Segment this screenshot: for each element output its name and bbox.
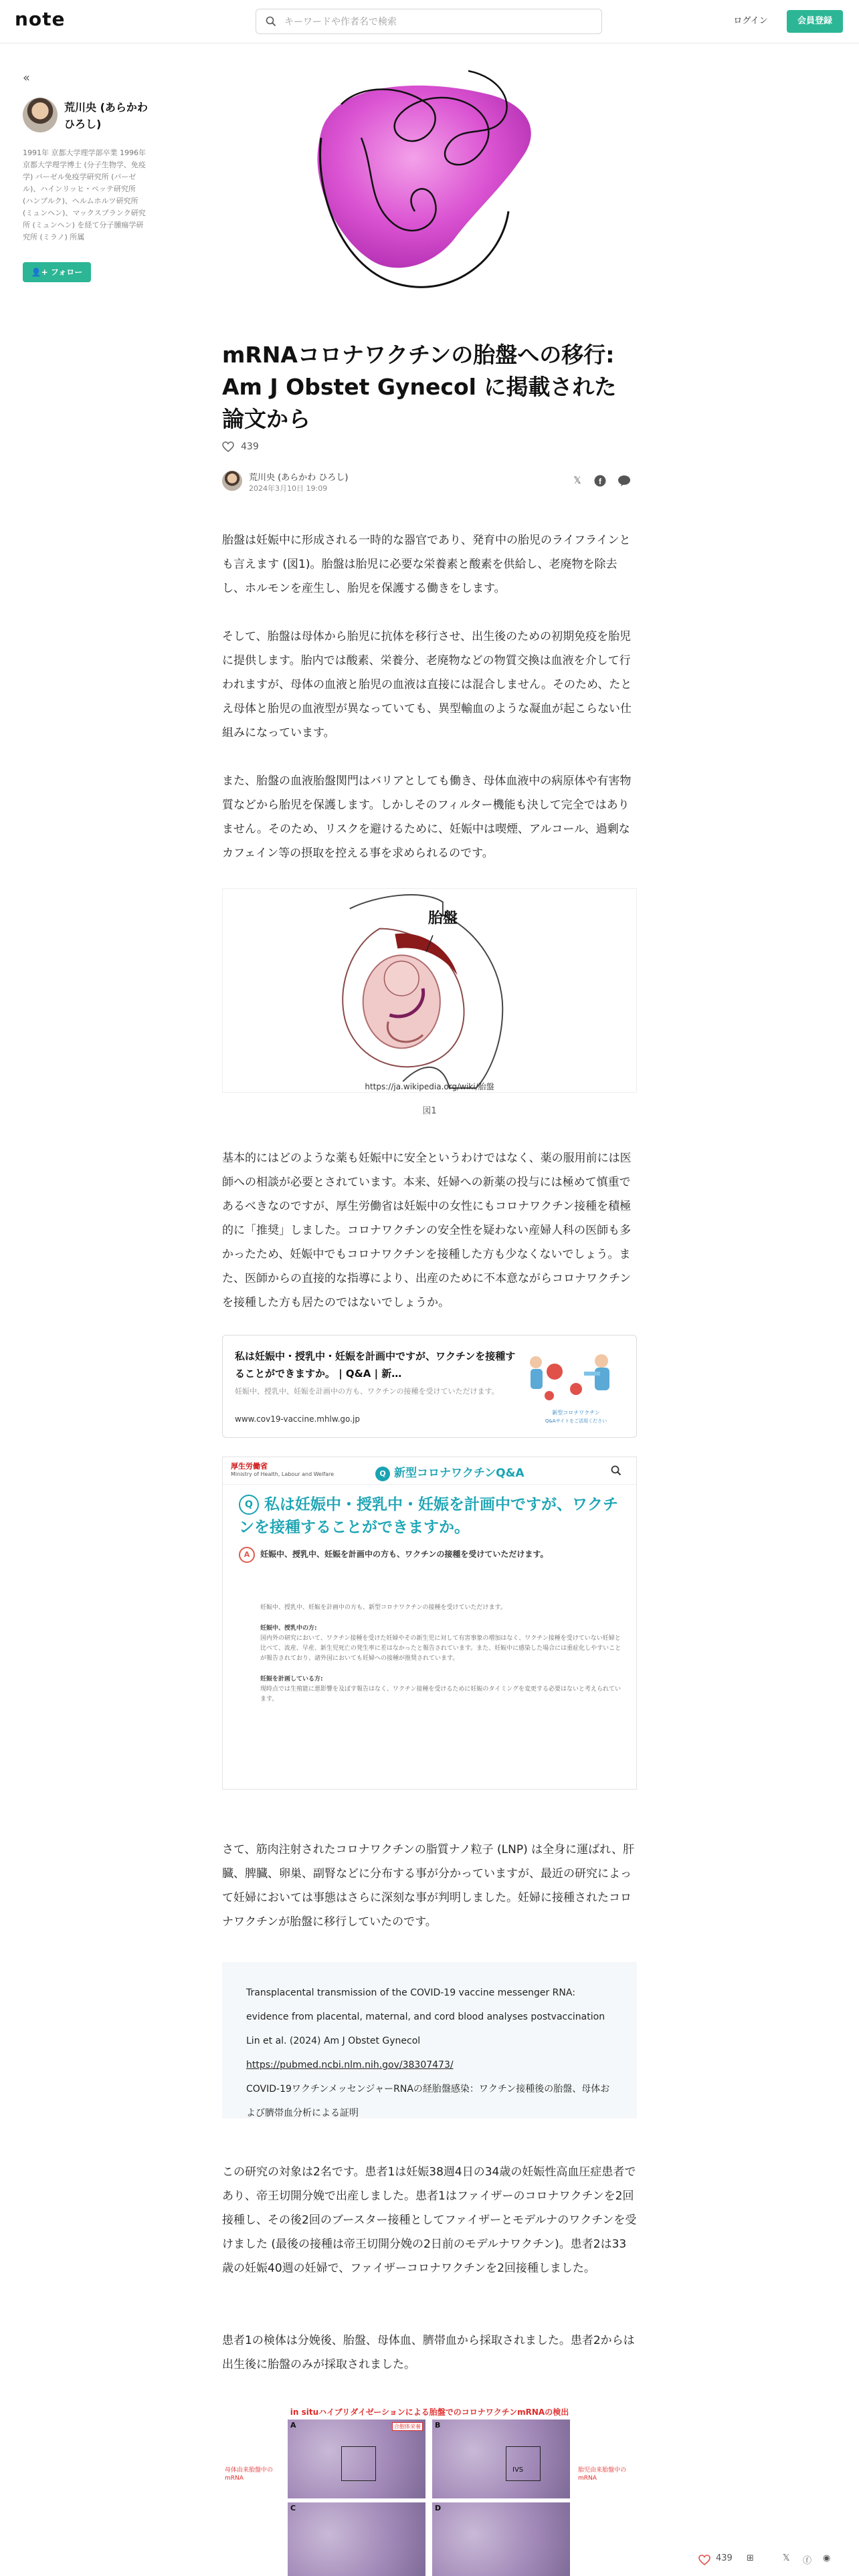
- svg-text:f: f: [599, 477, 601, 486]
- follow-label: フォロー: [50, 267, 83, 277]
- qa-brand-icon: Q: [375, 1467, 390, 1481]
- magazine-add-icon[interactable]: ⊞: [747, 2553, 754, 2563]
- qa-body-text: 妊娠中、授乳中、妊娠を計画中の方も、新型コロナワクチンの接種を受けていただけます。 妊娠中、授乳中の方: 国内外の研究において、ワクチン接種を受けた妊婦やその新生児に対して有害事象の増加はなく、ワクチン接種を受けていない妊婦と比べて、流産、早産、新生児死亡の発生率に差はなかったと報告されています。また、妊娠中に感染した場合には重症化しやすいことが報告されており、諸外国においても妊婦への接種が推奨されています。 妊娠を計画している方: 現時点では生殖能に悪影響を及ぼす報告はなく、ワクチン接種を受けるために妊娠のタイミングを変更する必要はないと考えられています。: [260, 1604, 622, 1703]
- signup-button[interactable]: 会員登録: [787, 10, 843, 33]
- article-title: mRNAコロナワクチンの胎盤への移行: Am J Obstet Gynecol に掲載された論文から: [222, 342, 617, 432]
- qa-search-icon: [611, 1465, 622, 1476]
- paragraph-1: 胎盤は妊娠中に形成される一時的な器官であり、発育中の胎児のライフラインとも言えます (図1)。胎盤は胎児に必要な栄養素と酸素を供給し、老廃物を除去し、ホルモンを産生し、胎児を保護する働きをします。: [222, 534, 631, 595]
- pubmed-link[interactable]: https://pubmed.ncbi.nlm.nih.gov/38307473/: [246, 2060, 454, 2070]
- float-facebook-icon[interactable]: ⓕ: [803, 2556, 812, 2566]
- panel-d: D: [432, 2502, 570, 2576]
- reference-citation: Transplacental transmission of the COVID-19 vaccine messenger RNA: evidence from placental, maternal, and cord blood analyses postvaccination Lin et al. (2024) Am J Obstet Gynecol: [246, 1988, 605, 2046]
- follow-button[interactable]: [23, 262, 91, 282]
- figure-source-url[interactable]: https://ja.wikipedia.org/wiki/胎盤: [365, 1082, 494, 1091]
- figure-caption: 図1: [422, 1106, 437, 1116]
- panel-a: A 合胞体栄養: [288, 2420, 425, 2498]
- meta-author-avatar[interactable]: [222, 471, 242, 491]
- meta-author-name[interactable]: 荒川央 (あらかわ ひろし): [249, 473, 349, 483]
- float-x-icon[interactable]: 𝕏: [783, 2553, 790, 2563]
- hero-illustration: [301, 58, 555, 312]
- reference-translation: COVID-19ワクチンメッセンジャーRNAの経胎盤感染：ワクチン接種後の胎盤、母体および臍帯血分析による証明: [246, 2084, 610, 2119]
- paragraph-6: この研究の対象は2名です。患者1は妊娠38週4日の34歳の妊娠性高血圧症患者であり、帝王切開分娩で出産しました。患者1はファイザーのコロナワクチンを2回接種し、その後2回のブースター接種としてファイザーとモデルナのワクチンを受けました (最後の接種は帝王切開分娩の2日前のモデルナワクチン)。患者2は33歳の妊娠40週の妊婦で、ファイザーコロナワクチンを2回接種しました。: [222, 2165, 637, 2275]
- qa-question: Q 私は妊娠中・授乳中・妊娠を計画中ですが、ワクチンを接種することができますか。: [239, 1496, 618, 1536]
- author-avatar[interactable]: [23, 98, 58, 132]
- question-mark-icon: Q: [239, 1495, 259, 1515]
- placenta-label: 胎盤: [428, 910, 458, 927]
- top-bar: [0, 0, 859, 43]
- add-user-icon: 👤+: [31, 267, 51, 277]
- floating-action-bar: [689, 2545, 859, 2576]
- ish-figure-title: in situハイブリダイゼーションによる胎盤でのコロナワクチンmRNAの検出: [290, 2407, 569, 2417]
- publish-date: 2024年3月10日 19:09: [249, 484, 328, 493]
- heart-icon: [222, 441, 234, 452]
- search-icon: [266, 16, 276, 27]
- x-share-icon[interactable]: 𝕏: [573, 475, 581, 486]
- search-input[interactable]: [283, 9, 593, 35]
- paragraph-3: また、胎盤の血液胎盤関門はバリアとしても働き、母体血液中の病原体や有害物質などから胎児を保護します。しかしそのフィルター機能も決して完全ではありません。そのため、リスクを避けるために、妊娠中は喫煙、アルコール、過剰なカフェイン等の摂取を控える事を求められるのです。: [222, 774, 632, 860]
- link-card-title: 私は妊娠中・授乳中・妊娠を計画中ですが、ワクチンを接種することができますか。 | Q&A | 新…: [235, 1350, 516, 1380]
- line-share-icon[interactable]: [617, 473, 632, 488]
- qa-header: [223, 1457, 636, 1485]
- ministry-logo: 厚生労働省 Ministry of Health, Labour and Welfare: [231, 1462, 335, 1477]
- like-count: 439: [241, 441, 259, 452]
- float-heart-icon[interactable]: [698, 2555, 710, 2565]
- link-card-url: www.cov19-vaccine.mhlw.go.jp: [235, 1414, 360, 1424]
- answer-mark-icon: A: [239, 1547, 255, 1563]
- note-logo[interactable]: note: [15, 8, 66, 30]
- login-button[interactable]: ログイン: [733, 16, 768, 26]
- paragraph-4: 基本的にはどのような薬も妊娠中に安全というわけではなく、薬の服用前には医師への相談が必要とされています。本来、妊婦への新薬の投与には極めて慎重であるべきなのですが、厚生労働省は妊娠中の女性にもコロナワクチン接種を積極的に「推奨」しました。コロナワクチンの安全性を疑わない産婦人科の医師も多かったため、妊娠中でもコロナワクチンを接種した方も少なくないでしょう。また、医師からの直接的な指導により、出産のために不本意ながらコロナワクチンを接種した方も居たのではないでしょうか。: [222, 1152, 632, 1309]
- float-like-count: 439: [716, 2553, 733, 2563]
- facebook-share-icon[interactable]: [593, 473, 607, 488]
- qa-brand-title: Q 新型コロナワクチンQ&A: [375, 1463, 524, 1481]
- maternal-mrna-note: 母体由来胎盤中のmRNA: [225, 2467, 274, 2482]
- qa-screenshot: [222, 1457, 637, 1790]
- author-name[interactable]: 荒川央 (あらかわ ひろし): [64, 101, 148, 130]
- like-button[interactable]: [222, 441, 259, 452]
- qa-answer: A 妊娠中、授乳中、妊娠を計画中の方も、ワクチンの接種を受けていただけます。: [239, 1547, 627, 1563]
- collapse-sidebar-icon[interactable]: «: [23, 71, 31, 85]
- vaccine-illustration: [522, 1342, 630, 1430]
- ish-figure: [222, 2399, 637, 2576]
- float-line-icon[interactable]: ◉: [823, 2553, 831, 2563]
- link-card-description: 妊娠中、授乳中、妊娠を計画中の方も、ワクチンの接種を受けていただけます。: [235, 1387, 499, 1396]
- author-bio: 1991年 京都大学理学部卒業 1996年 京都大学理学博士 (分子生物学、免疫学) バーゼル免疫学研究所 (バーゼル)、ハインリッヒ・ペッテ研究所 (ハンブルク)、ヘルムホルツ研究所 (ミュンヘン)、マックスプランク研究所 (ミュンヘン) を経て分子腫瘍学研究所 (ミラノ) 所属: [23, 148, 146, 241]
- card-badge-text: 新型コロナワクチン: [552, 1410, 600, 1416]
- paragraph-5: さて、筋肉注射されたコロナワクチンの脂質ナノ粒子 (LNP) は全身に運ばれ、肝臓、脾臓、卵巣、副腎などに分布する事が分かっていますが、最近の研究によって妊婦においては事態はさらに深刻な事が判明しました。妊婦に接種されたコロナワクチンが胎盤に移行していたのです。: [222, 1843, 635, 1929]
- svg-text:Q&Aサイトをご活用ください: Q&Aサイトをご活用ください: [545, 1418, 607, 1424]
- reference-quote: [222, 1962, 637, 2119]
- paragraph-7: 患者1の検体は分娩後、胎盤、母体血、臍帯血から採取されました。患者2からは出生後に胎盤のみが採取されました。: [222, 2334, 635, 2371]
- panel-b: B IVS: [432, 2420, 570, 2498]
- link-card[interactable]: [222, 1335, 637, 1438]
- fetal-mrna-note: 胎児由来胎盤中のmRNA: [578, 2467, 627, 2482]
- search-box[interactable]: [256, 9, 602, 34]
- paragraph-2: そして、胎盤は母体から胎児に抗体を移行させ、出生後のための初期免疫を胎児に提供します。胎内では酸素、栄養分、老廃物などの物質交換は血液を介して行われますが、母体の血液と胎児の血液は直接には混合しません。そのため、たとえ母体と胎児の血液型が異なっていても、異型輸血のような凝血が起こらない仕組みになっています。: [222, 630, 632, 740]
- panel-c: C: [288, 2502, 425, 2576]
- share-icons: [570, 473, 637, 490]
